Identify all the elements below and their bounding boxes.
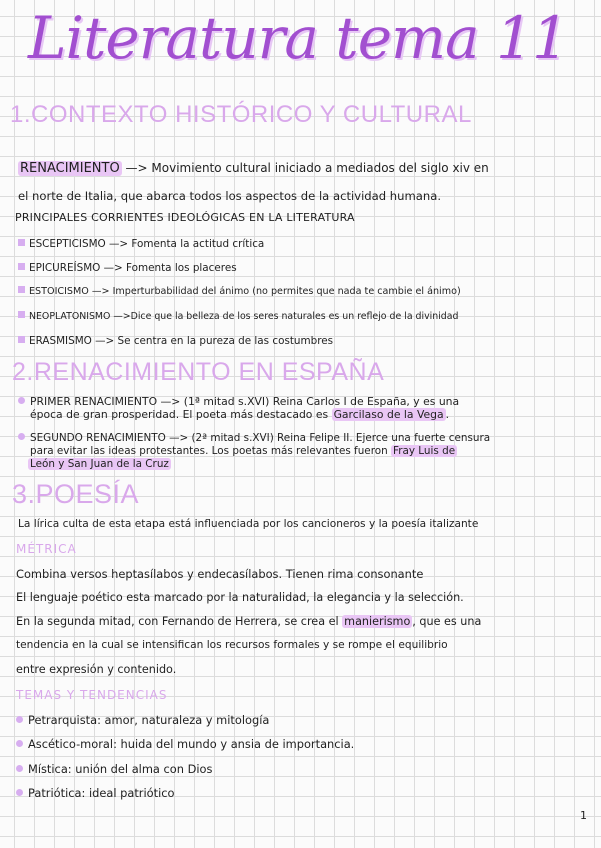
highlight-san-juan: León y San Juan de la Cruz	[30, 458, 169, 470]
corriente-item: ESCEPTICISMO —> Fomenta la actitud crítica	[18, 238, 264, 250]
bullet-dot-icon	[18, 433, 25, 440]
metrica-line: El lenguaje poético esta marcado por la naturalidad, la elegancia y la selección.	[16, 591, 464, 604]
section-heading-poesia: 3.POESÍA	[12, 479, 140, 509]
bullet-square-icon	[18, 286, 25, 293]
bullet-square-icon	[18, 336, 25, 343]
renacimiento-definition	[18, 161, 489, 176]
bullet-dot-icon	[16, 716, 23, 723]
segundo-renacimiento-line3	[28, 458, 171, 470]
tema-item: Ascético-moral: huida del mundo y ansia de importancia.	[16, 737, 354, 751]
metrica-line: En la segunda mitad, con Fernando de Herrera, se crea el manierismo , que es una	[16, 615, 482, 628]
tema-item: Patriótica: ideal patriótico	[16, 786, 174, 800]
corriente-item: ESTOICISMO —> Imperturbabilidad del ánimo (no permites que nada te cambie el ánimo)	[18, 286, 461, 297]
segundo-renacimiento-line2: para evitar las ideas protestantes. Los poetas más relevantes fueron Fray Luis de	[30, 445, 456, 457]
corrientes-heading: PRINCIPALES CORRIENTES IDEOLÓGICAS EN LA LITERATURA	[15, 211, 355, 224]
metrica-line: entre expresión y contenido.	[16, 663, 177, 676]
highlight-fray-luis: Fray Luis de	[393, 445, 456, 457]
page-number: 1	[580, 809, 587, 822]
section-heading-renacimiento-espana: 2.RENACIMIENTO EN ESPAÑA	[12, 358, 385, 386]
corriente-item: EPICUREÍSMO —> Fomenta los placeres	[18, 262, 237, 274]
bullet-square-icon	[18, 311, 25, 318]
primer-renacimiento-line2: época de gran prosperidad. El poeta más destacado es Garcilaso de la Vega .	[30, 408, 450, 421]
highlight-manierismo: manierismo	[344, 615, 411, 628]
bullet-dot-icon	[18, 397, 25, 404]
corriente-item: NEOPLATONISMO —>Dice que la belleza de los seres naturales es un reflejo de la divinidad	[18, 311, 458, 322]
highlight-garcilaso: Garcilaso de la Vega	[333, 408, 444, 421]
tema-item: Mística: unión del alma con Dios	[16, 762, 212, 776]
bullet-dot-icon	[16, 789, 23, 796]
page-title: Literatura tema 11	[28, 4, 568, 72]
renacimiento-term: RENACIMIENTO	[20, 161, 120, 176]
renacimiento-def-line2: el norte de Italia, que abarca todos los aspectos de la actividad humana.	[18, 189, 442, 203]
bullet-dot-icon	[16, 740, 23, 747]
segundo-renacimiento-line1: SEGUNDO RENACIMIENTO —> (2ª mitad s.XVI) Reina Felipe II. Ejerce una fuerte censura	[18, 432, 490, 444]
poesia-intro: La lírica culta de esta etapa está influenciada por los cancioneros y la poesía italizante	[18, 518, 479, 530]
primer-renacimiento-line1: PRIMER RENACIMIENTO —> (1ª mitad s.XVI) Reina Carlos I de España, y es una	[18, 395, 459, 408]
corriente-item: ERASMISMO —> Se centra en la pureza de las costumbres	[18, 335, 333, 347]
metrica-line: tendencia en la cual se intensifican los recursos formales y se rompe el equilibrio	[16, 639, 448, 651]
temas-label: TEMAS Y TENDENCIAS	[16, 688, 168, 702]
bullet-dot-icon	[16, 765, 23, 772]
metrica-label: MÉTRICA	[16, 542, 77, 556]
renacimiento-def-line1: —> Movimiento cultural iniciado a mediados del siglo xiv en	[125, 161, 489, 175]
section-heading-contexto: 1.CONTEXTO HISTÓRICO Y CULTURAL	[10, 101, 472, 128]
tema-item: Petrarquista: amor, naturaleza y mitología	[16, 713, 269, 727]
bullet-square-icon	[18, 239, 25, 246]
metrica-line: Combina versos heptasílabos y endecasílabos. Tienen rima consonante	[16, 567, 424, 581]
bullet-square-icon	[18, 263, 25, 270]
